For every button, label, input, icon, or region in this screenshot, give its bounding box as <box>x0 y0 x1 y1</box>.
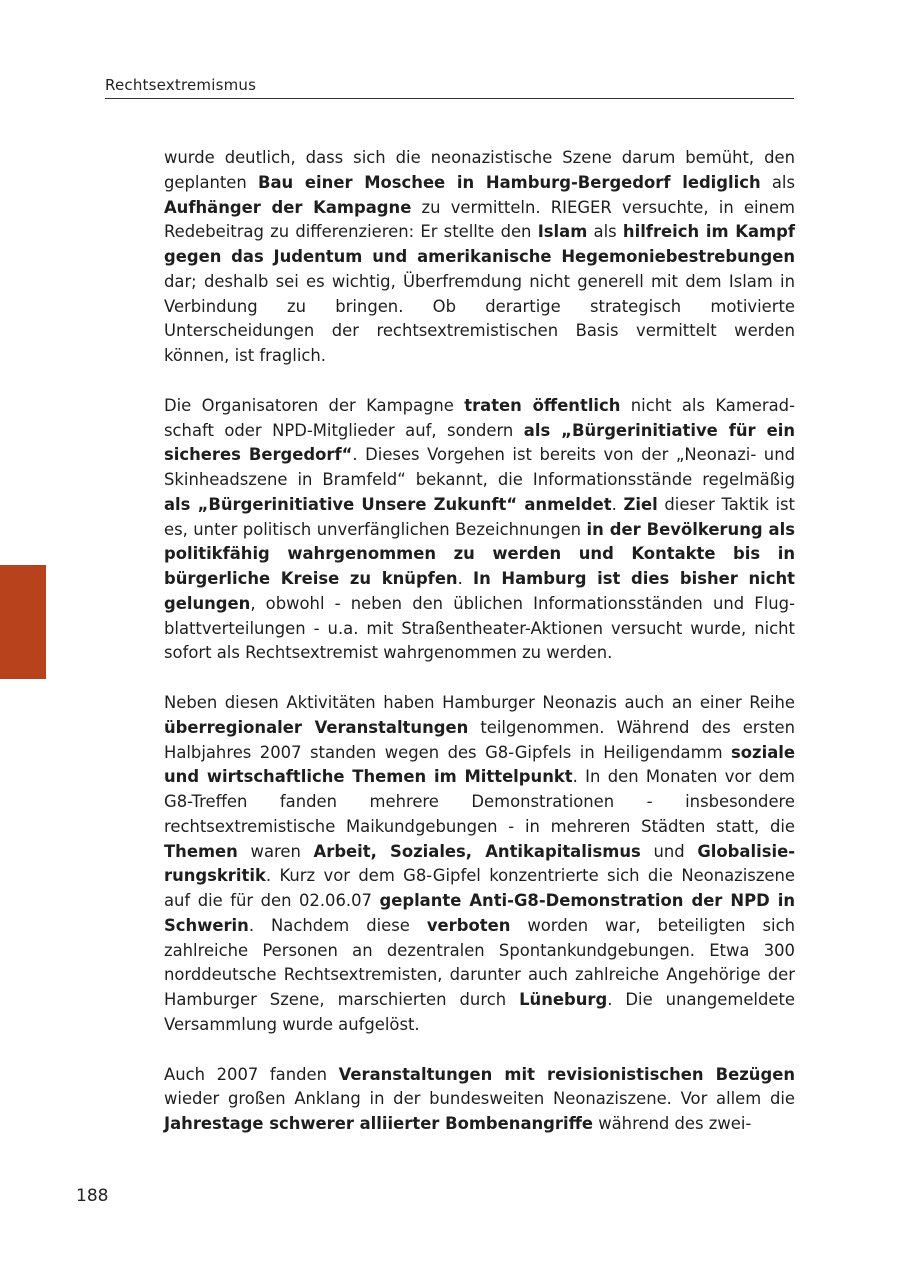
bold-text-run: Arbeit, Soziales, Antikapitalismus <box>313 841 641 861</box>
bold-text-run: Bau einer Moschee in Hamburg-Bergedorf lediglich <box>258 172 761 192</box>
text-run: als <box>760 172 796 192</box>
text-run: Auch 2007 fanden <box>164 1064 339 1084</box>
bold-text-run: verboten <box>426 915 511 935</box>
bold-text-run: soziale und wirtschaftliche Themen im Mittelpunkt <box>164 742 795 787</box>
text-run: . In den Monaten vor dem G8-Treffen fanden mehrere Demonstrationen - insbesondere rechtsextremistische Maikundgebungen - in mehreren Städten statt, die <box>164 767 795 836</box>
bold-text-run: überregionaler Veranstaltungen <box>164 717 469 737</box>
text-run: wieder großen Anklang in der bundesweiten Neonaziszene. Vor allem die <box>164 1089 795 1109</box>
text-run: während des zwei- <box>593 1114 752 1133</box>
bold-text-run: geplante Anti-G8-Demonstration der NPD in Schwerin <box>164 891 795 935</box>
text-run: waren <box>237 841 314 861</box>
bold-text-run: Islam <box>537 222 588 242</box>
text-run: Neben diesen Aktivitäten haben Hamburger Neonazis auch an einer Reihe <box>164 693 795 712</box>
paragraph-4 <box>164 1063 795 1137</box>
bold-text-run: als „Bürgerinitiative für ein sicheres Bergedorf“ <box>164 420 795 465</box>
bold-text-run: Veranstaltungen mit revisionistischen Bezügen <box>338 1064 795 1084</box>
text-run: teilgenommen. Während des ersten Halbjahres 2007 standen wegen des G8-Gipfels in Heiligendamm <box>164 717 795 762</box>
text-run: und <box>640 841 698 861</box>
text-run: Die Organisatoren der Kampagne <box>164 395 465 415</box>
text-run: dar; deshalb sei es wichtig, Überfremdung nicht generell mit dem Islam in Verbindung zu bringen. Ob derartige strategisch motivierte Unterscheidungen der rechtsextremistischen Basis vermittelt werden können, ist fraglich. <box>164 271 795 365</box>
bold-text-run: Lüneburg <box>519 990 608 1009</box>
paragraph-1 <box>164 146 795 369</box>
paragraph-3 <box>164 691 795 1038</box>
bold-text-run: als „Bürgerinitiative Unsere Zukunft“ anmeldet <box>164 494 612 514</box>
text-run: . <box>457 569 473 588</box>
text-run: . Nachdem diese <box>248 915 427 935</box>
paragraph-2 <box>164 394 795 666</box>
bold-text-run: Jahrestage schwerer alliierter Bombenangriffe <box>164 1114 594 1133</box>
text-run: . <box>611 494 624 514</box>
bold-text-run: Ziel <box>623 494 658 514</box>
text-run: . Kurz vor dem G8-Gipfel konzentrierte sich die Neonaziszene auf die für den 02.06.07 <box>164 866 795 910</box>
text-run: , obwohl - neben den üblichen Informationsständen und Flugblattverteilungen - u.a. mit Straßentheater-Aktionen versucht wurde, nicht sofort als Rechtsextremist wahrgenommen zu werden. <box>164 593 795 663</box>
bold-text-run: hilfreich im Kampf gegen das Judentum und amerikanische Hegemoniebestrebungen <box>164 222 795 266</box>
text-run: wurde deutlich, dass sich die neonazistische Szene darum bemüht, den geplanten <box>164 148 795 192</box>
text-run: als <box>587 222 623 242</box>
text-run: zu vermitteln. RIEGER versuchte, in einem Redebeitrag zu differenzieren: Er stellte den <box>164 197 796 242</box>
running-header-title: Rechtsextremismus <box>105 76 257 94</box>
bold-text-run: in der Bevölkerung als politikfähig wahrgenommen zu werden und Kontakte bis in bürgerliche Kreise zu knüpfen <box>164 519 795 588</box>
running-header <box>105 76 794 99</box>
body-text <box>164 146 795 1137</box>
bold-text-run: In Hamburg ist dies bisher nicht gelungen <box>164 569 796 613</box>
text-run: . Die unangemeldete Versammlung wurde aufgelöst. <box>164 990 795 1034</box>
chapter-tab-marker <box>0 565 46 679</box>
text-run: . Dieses Vorgehen ist bereits von der „Neonazi- und Skinheadszene in Bramfeld“ bekannt, die Informationsstände regelmäßig <box>164 445 795 489</box>
bold-text-run: Aufhänger der Kampagne <box>164 197 412 217</box>
bold-text-run: Globalisierungskritik <box>164 841 795 886</box>
text-run: nicht als Kameradschaft oder NPD-Mitglieder auf, sondern <box>164 395 795 440</box>
bold-text-run: Themen <box>164 841 238 861</box>
bold-text-run: traten öffentlich <box>464 395 621 415</box>
text-run: worden war, beteiligten sich zahlreiche Personen an dezentralen Spontankundgebungen. Etwa 300 norddeutsche Rechtsextremisten, darunter auch zahlreiche Angehörige der Hamburger Szene, marschierten durch <box>164 915 795 1009</box>
page-number: 188 <box>76 1186 109 1206</box>
text-run: dieser Taktik ist es, unter politisch unverfänglichen Bezeichnungen <box>164 494 795 539</box>
